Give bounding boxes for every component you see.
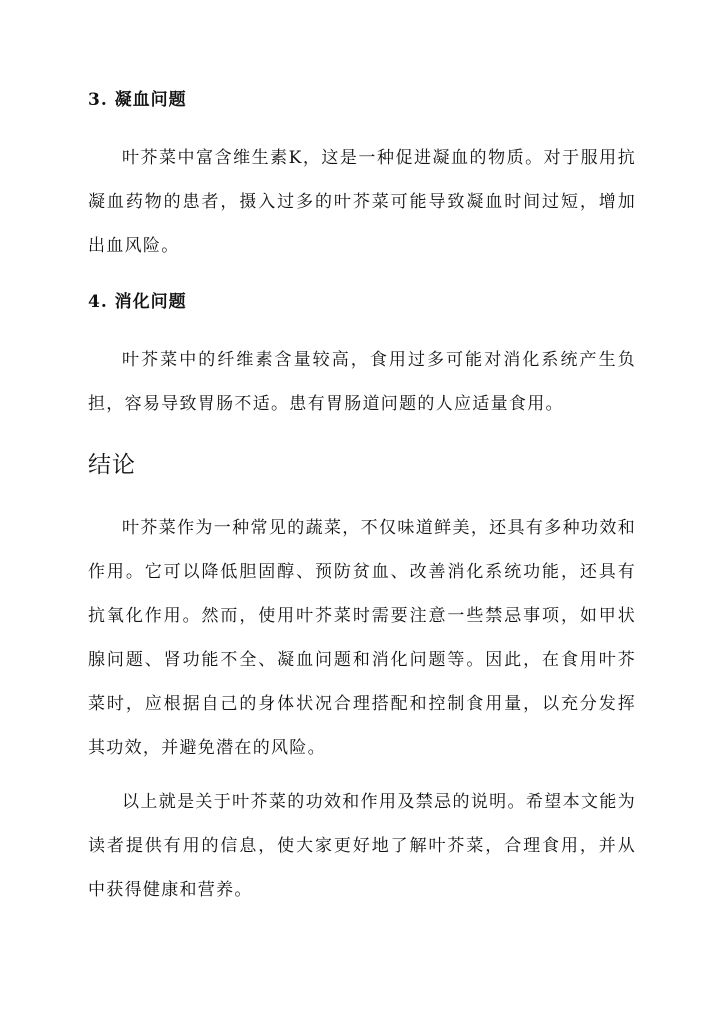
section-heading-digestion: 4. 消化问题 [88, 292, 187, 312]
conclusion-paragraph-1: 叶芥菜作为一种常见的蔬菜，不仅味道鲜美，还具有多种功效和作用。它可以降低胆固醇、预防贫血、改善消化系统功能，还具有抗氧化作用。然而，使用叶芥菜时需要注意一些禁忌事项，如甲状腺问题、肾功能不全、凝血问题和消化问题等。因此，在食用叶芥菜时，应根据自己的身体状况合理搭配和控制食用量，以充分发挥其功效，并避免潜在的风险。 [88, 518, 636, 758]
conclusion-paragraph-2: 以上就是关于叶芥菜的功效和作用及禁忌的说明。希望本文能为读者提供有用的信息，使大家更好地了解叶芥菜，合理食用，并从中获得健康和营养。 [88, 792, 636, 900]
section-paragraph-coagulation: 叶芥菜中富含维生素K，这是一种促进凝血的物质。对于服用抗凝血药物的患者，摄入过多的叶芥菜可能导致凝血时间过短，增加出血风险。 [88, 148, 636, 256]
section-heading-coagulation: 3. 凝血问题 [88, 90, 187, 110]
section-paragraph-digestion: 叶芥菜中的纤维素含量较高，食用过多可能对消化系统产生负担，容易导致胃肠不适。患有胃肠道问题的人应适量食用。 [88, 350, 636, 414]
conclusion-heading: 结论 [88, 452, 136, 478]
